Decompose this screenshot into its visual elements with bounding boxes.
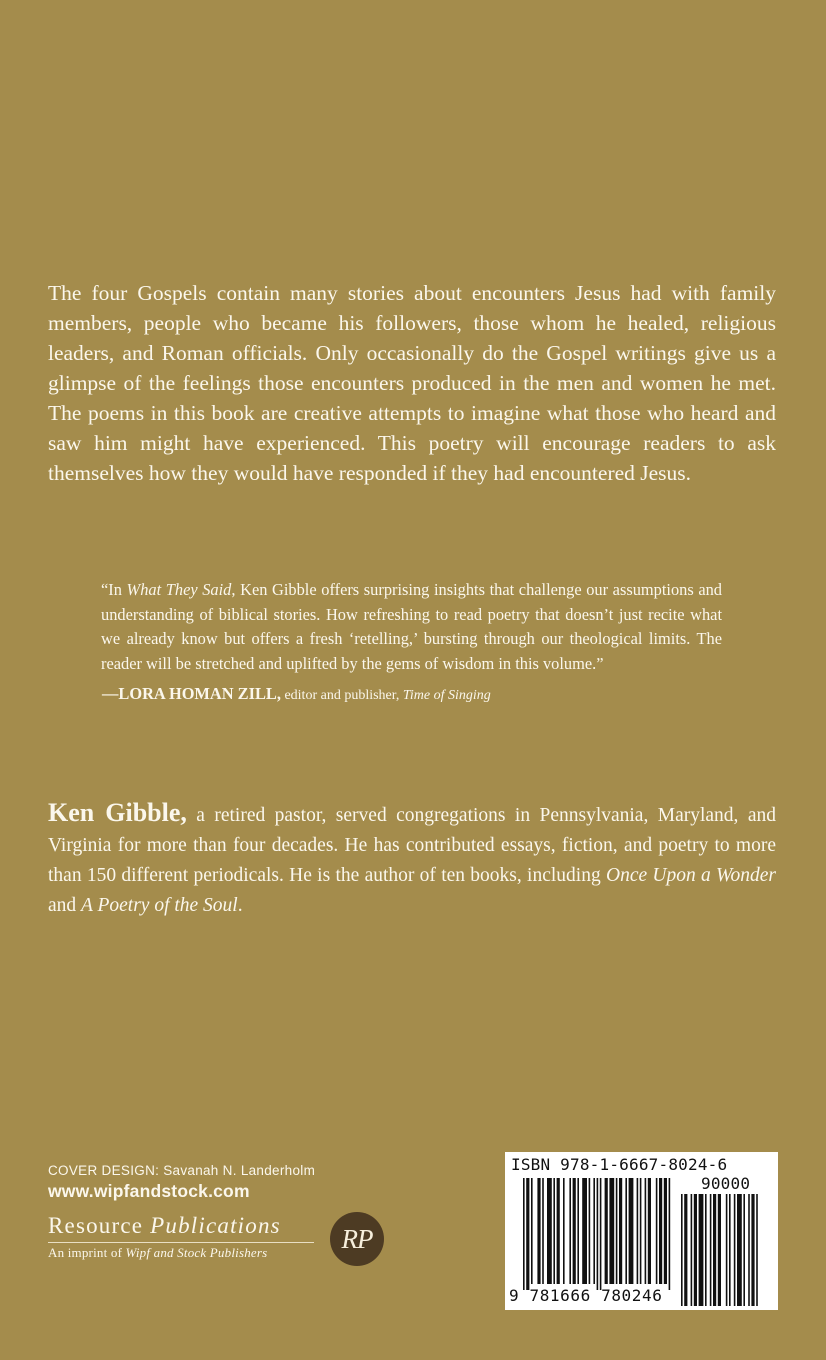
barcode-bar xyxy=(582,1178,587,1284)
addon-barcode-bar xyxy=(737,1194,742,1306)
back-cover-blurb: The four Gospels contain many stories about encounters Jesus had with family members, people who became his followers, those whom he healed, religious leaders, and Roman officials. Only occasionally do the Gospel writings give us a glimpse of the feelings those encounters produced in the men and women he met. The poems in this book are creative attempts to imagine what those who heard and saw him might have experienced. This poetry will encourage readers to ask themselves how they would have responded if they had encountered Jesus. xyxy=(48,281,776,485)
barcode-bar xyxy=(637,1178,639,1284)
barcode-bar xyxy=(625,1178,627,1284)
addon-barcode-bar xyxy=(756,1194,758,1306)
addon-barcode-bar xyxy=(743,1194,745,1306)
addon-barcode-bar xyxy=(699,1194,704,1306)
ean-digits: 9 781666 780246 xyxy=(509,1286,663,1305)
barcode-bar xyxy=(664,1178,667,1284)
addon-barcode-bar xyxy=(684,1194,687,1306)
addon-barcode-bar xyxy=(691,1194,693,1306)
barcode-bar xyxy=(523,1178,525,1290)
barcode-bar xyxy=(605,1178,608,1284)
addon-barcode-bar xyxy=(694,1194,697,1306)
barcode-bar xyxy=(553,1178,555,1284)
price-addon-code: 90000 xyxy=(701,1174,751,1193)
publisher-logo: RP xyxy=(330,1212,384,1266)
barcode-bar xyxy=(593,1178,595,1284)
addon-barcode-bar xyxy=(705,1194,707,1306)
barcode-bar xyxy=(659,1178,662,1284)
addon-barcode-bar xyxy=(748,1194,750,1306)
barcode-bar xyxy=(531,1178,533,1284)
isbn-number: ISBN 978-1-6667-8024-6 xyxy=(511,1155,728,1174)
barcode-bar xyxy=(619,1178,622,1284)
addon-barcode-bar xyxy=(710,1194,712,1306)
endorser-name: —LORA HOMAN ZILL, xyxy=(102,684,281,704)
imprint-line: An imprint of Wipf and Stock Publishers xyxy=(48,1242,314,1261)
barcode-bar xyxy=(648,1178,651,1284)
author-book-1: Once Upon a Wonder xyxy=(605,865,777,886)
author-book-2: A Poetry of the Soul xyxy=(81,895,238,916)
barcode-bar xyxy=(573,1178,576,1284)
publisher-name: Resource Publications xyxy=(48,1213,281,1238)
addon-barcode-bar xyxy=(713,1194,716,1306)
cover-design-credit: COVER DESIGN: Savanah N. Landerholm xyxy=(48,1163,316,1178)
barcode-bar xyxy=(656,1178,658,1284)
endorser-role: editor and publisher, xyxy=(280,688,403,704)
barcode-bar xyxy=(577,1178,579,1284)
barcode-bar xyxy=(557,1178,560,1284)
barcode-bar xyxy=(645,1178,647,1284)
isbn-barcode xyxy=(505,1152,778,1310)
addon-barcode-bar xyxy=(726,1194,728,1306)
publisher-website: www.wipfandstock.com xyxy=(48,1181,250,1201)
addon-barcode-bar xyxy=(734,1194,736,1306)
barcode-bar xyxy=(640,1178,642,1284)
endorser-publication: Time of Singing xyxy=(402,688,491,704)
barcode-bar xyxy=(547,1178,552,1284)
barcode-bar xyxy=(537,1178,540,1284)
barcode-bar xyxy=(669,1178,671,1290)
barcode-bar xyxy=(597,1178,599,1290)
barcode-bar xyxy=(589,1178,591,1284)
endorsed-book-title: What They Said xyxy=(126,580,232,599)
endorsement-attribution xyxy=(101,682,722,708)
addon-barcode-bar xyxy=(751,1194,754,1306)
addon-barcode-bar xyxy=(681,1194,683,1306)
barcode-bar xyxy=(600,1178,602,1290)
endorsement-quote: “In What They Said, Ken Gibble offers surprising insights that challenge our assumptions and understanding of biblical stories. How refreshing to read poetry that doesn’t just recite what we already know but offers a fresh ‘retelling,’ bursting through our theological limits. The reader will be stretched and uplifted by the gems of wisdom in this volume.” xyxy=(101,580,723,673)
addon-barcode-bar xyxy=(729,1194,731,1306)
barcode-bar xyxy=(526,1178,529,1290)
barcode-bar xyxy=(542,1178,544,1284)
endorsement xyxy=(101,578,722,708)
barcode-bar xyxy=(569,1178,571,1284)
author-name: Ken Gibble, xyxy=(48,798,187,827)
addon-barcode-bar xyxy=(718,1194,721,1306)
barcode-bar xyxy=(616,1178,618,1284)
credits xyxy=(48,1163,315,1202)
author-bio: Ken Gibble, a retired pastor, served congregations in Pennsylvania, Maryland, and Virginia for more than four decades. He has contributed essays, fiction, and poetry to more than 150 different periodicals. He is the author of ten books, including Once Upon a Wonder and A Poetry of the Soul. xyxy=(48,798,777,916)
barcode-bar xyxy=(563,1178,565,1284)
barcode-bar xyxy=(629,1178,634,1284)
barcode-bar xyxy=(609,1178,614,1284)
publisher-block xyxy=(48,1212,314,1261)
